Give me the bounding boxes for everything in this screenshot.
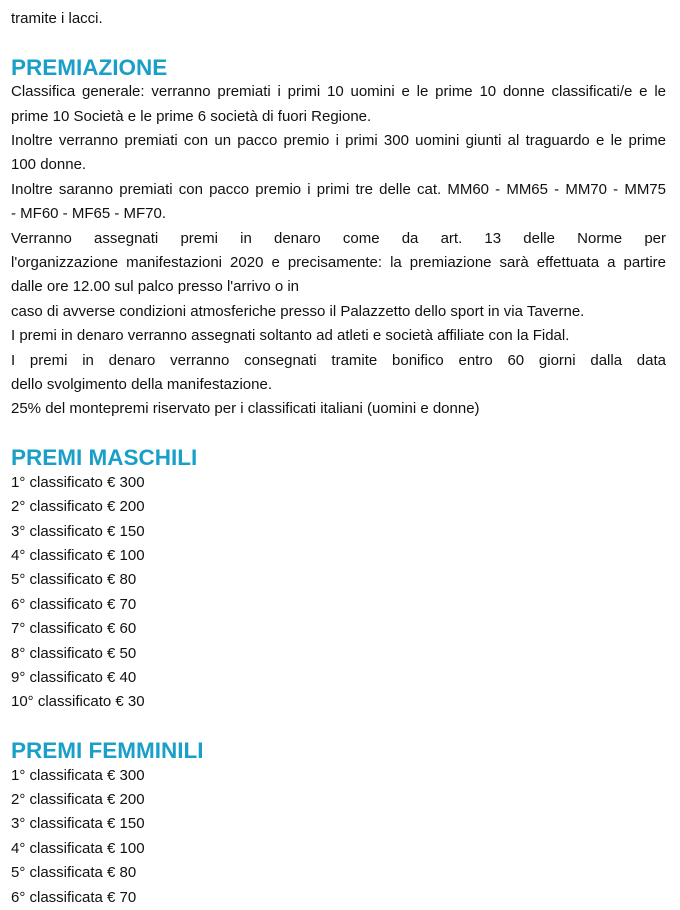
prize-item-maschile: 9° classificato € 40	[11, 668, 137, 686]
premiazione-line: prime 10 Società e le prime 6 società di fuori Regione.	[11, 107, 372, 125]
prize-item-maschile: 3° classificato € 150	[11, 522, 145, 540]
prize-item-femminile: 3° classificata € 150	[11, 815, 145, 833]
premiazione-line: - MF60 - MF65 - MF70.	[11, 205, 167, 223]
premiazione-line: 100 donne.	[11, 156, 87, 174]
prize-item-femminile: 1° classificata € 300	[11, 766, 145, 784]
prize-item-maschile: 4° classificato € 100	[11, 546, 145, 564]
section-heading-premiazione: PREMIAZIONE	[11, 54, 168, 80]
prize-item-maschile: 6° classificato € 70	[11, 595, 137, 613]
section-premi-maschili	[11, 446, 666, 714]
premiazione-line: Classifica generale: verranno premiati i primi 10 uomini e le prime 10 donne classificati/e e le	[11, 83, 666, 101]
premi-maschili-list	[11, 471, 666, 715]
premiazione-line: I premi in denaro verranno consegnati tramite bonifico entro 60 giorni dalla data	[11, 351, 666, 369]
section-heading-premi-femminili: PREMI FEMMINILI	[11, 738, 204, 764]
prize-item-maschile: 1° classificato € 300	[11, 473, 145, 491]
prize-item-femminile: 5° classificata € 80	[11, 864, 137, 882]
section-premiazione	[11, 56, 666, 422]
premiazione-line: caso di avverse condizioni atmosferiche presso il Palazzetto dello sport in via Taverne.	[11, 302, 585, 320]
premi-femminili-list	[11, 764, 666, 910]
premiazione-line: I premi in denaro verranno assegnati soltanto ad atleti e società affiliate con la Fidal.	[11, 327, 570, 345]
premiazione-line: Verranno assegnati premi in denaro come da art. 13 delle Norme per	[11, 229, 666, 247]
section-premi-femminili	[11, 739, 666, 910]
prize-item-femminile: 6° classificata € 70	[11, 888, 137, 906]
premiazione-line: Inoltre verranno premiati con un pacco premio i primi 300 uomini giunti al traguardo e le prime	[11, 132, 666, 150]
prize-item-maschile: 5° classificato € 80	[11, 571, 137, 589]
prize-item-maschile: 10° classificato € 30	[11, 693, 145, 711]
spacer	[11, 422, 666, 446]
prize-item-maschile: 7° classificato € 60	[11, 620, 137, 638]
intro-tail-text: tramite i lacci.	[11, 10, 103, 27]
premiazione-line: dello svolgimento della manifestazione.	[11, 376, 272, 394]
section-heading-premi-maschili: PREMI MASCHILI	[11, 445, 198, 471]
premiazione-line: Inoltre saranno premiati con pacco premio i primi tre delle cat. MM60 - MM65 - MM70 - MM75	[11, 180, 666, 198]
premiazione-line: l'organizzazione manifestazioni 2020 e precisamente: la premiazione sarà effettuata a partire	[11, 254, 666, 272]
premiazione-body	[11, 80, 666, 422]
prize-item-maschile: 8° classificato € 50	[11, 644, 137, 662]
spacer	[11, 31, 666, 55]
prize-item-femminile: 2° classificata € 200	[11, 790, 145, 808]
premiazione-line: 25% del montepremi riservato per i classificati italiani (uomini e donne)	[11, 400, 480, 418]
spacer	[11, 715, 666, 739]
prize-item-maschile: 2° classificato € 200	[11, 498, 145, 516]
premiazione-line: dalle ore 12.00 sul palco presso l'arrivo o in	[11, 278, 300, 296]
prize-item-femminile: 4° classificata € 100	[11, 839, 145, 857]
